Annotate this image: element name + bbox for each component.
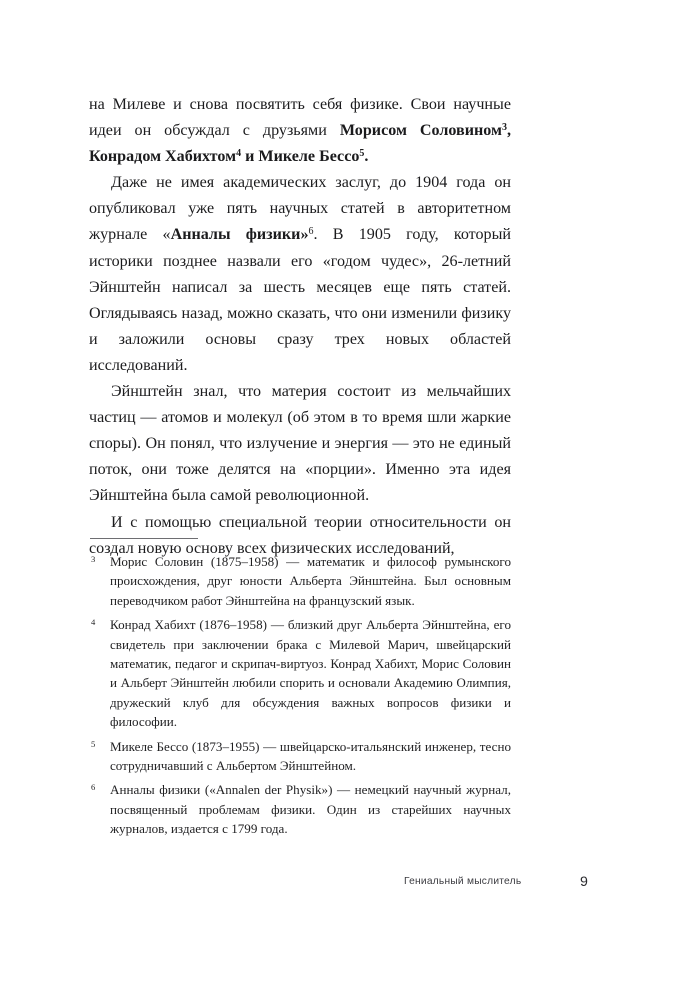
footnote-text: Конрад Хабихт (1876–1958) — близкий друг Альберта Эйнштейна, его свидетель при заключении брака с Милевой Марич, швейцарский математик, педагог и скрипач-виртуоз. Конрад Хабихт, Морис Соловин и Альберт Эйнштейн любили спорить и основали Академию Олимпия, дружеский клуб для обсуждения важных вопросов физики и философии.: [110, 617, 511, 730]
text-run: .: [364, 148, 369, 166]
text-run: И с помощью специальной теории относительности он создал новую основу всех физических исследований,: [89, 513, 511, 557]
footnote-marker: 3: [91, 554, 96, 564]
footnote-separator-rule: [90, 538, 198, 539]
footnote-marker: 4: [91, 617, 96, 628]
footnotes-section: [89, 538, 511, 839]
footnote-text: Морис Соловин (1875–1958) — математик и философ румынского происхождения, друг юности Альберта Эйнштейна. Был основным переводчиком работ Эйнштейна на французский язык.: [110, 554, 511, 608]
text-run: , Конрадом Хабихтом: [89, 122, 511, 166]
text-run: 3: [501, 122, 507, 134]
text-run: . В 1905 году, который историки позднее назвали его «годом чудес», 26-летний Эйнштейн написал за шесть месяцев еще пять статей. Оглядываясь назад, можно сказать, что они изменили физику и заложили основы сразу трех новых областей исследований.: [89, 226, 511, 374]
footnote-text: Анналы физики («Annalen der Physik») — немецкий научный журнал, посвященный проблемам физики. Один из старейших научных журналов, издается с 1799 года.: [110, 782, 511, 837]
text-run: Морисом Соловином: [339, 122, 502, 140]
text-run: 6: [308, 226, 314, 238]
text-run: Анналы физики: [170, 226, 301, 244]
text-run: и Микеле Бессо: [241, 148, 360, 166]
text-run: Даже не имея академических заслуг, до 1904 года он опубликовал уже пять научных статей в авторитетном журнале «: [89, 174, 511, 244]
footnote-marker: 5: [91, 738, 96, 749]
text-run: 5: [359, 148, 365, 160]
running-head: Гениальный мыслитель: [404, 876, 522, 887]
footnote-item: [89, 780, 511, 838]
footnote-item: [89, 737, 511, 776]
text-run: на Милеве и снова посвятить себя физике. Свои научные идеи он обсуждал с друзьями: [89, 96, 511, 140]
paragraph: [89, 379, 511, 509]
paragraph: [89, 170, 511, 379]
footnote-marker: 6: [91, 782, 96, 793]
footnote-item: [89, 615, 511, 731]
body-text-block: [89, 92, 511, 562]
paragraph: [89, 92, 511, 170]
page-footer: [89, 876, 589, 894]
text-run: 4: [236, 148, 242, 160]
footnote-text: Микеле Бессо (1873–1955) — швейцарско-итальянский инженер, тесно сотрудничавший с Альбертом Эйнштейном.: [110, 738, 511, 774]
page-number: 9: [580, 874, 588, 890]
footnote-item: [89, 552, 511, 610]
text-run: »: [300, 226, 309, 244]
text-run: Эйнштейн знал, что материя состоит из мельчайших частиц — атомов и молекул (об этом в то время шли жаркие споры). Он понял, что излучение и энергия — это не единый поток, они тоже делятся на «порции». Именно эта идея Эйнштейна была самой революционной.: [89, 383, 511, 505]
